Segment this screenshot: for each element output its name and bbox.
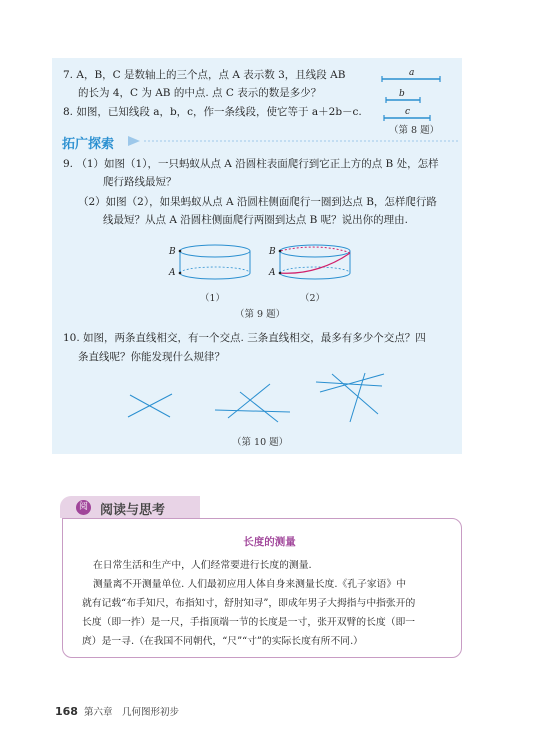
q8-label-c: c [405, 107, 411, 117]
cylinder-figure-1 [178, 243, 254, 283]
reading-title: 阅读与思考 [100, 503, 166, 518]
reading-p1: 在日常生活和生产中，人们经常要进行长度的测量. [93, 560, 312, 571]
q8-segments-figure [380, 64, 450, 120]
q8-caption: （第 8 题） [389, 125, 440, 136]
q9-caption: （第 9 题） [235, 309, 286, 320]
q7-line2: 的长为 4，C 为 AB 的中点. 点 C 表示的数是多少？ [78, 87, 322, 99]
reading-p2d: 庹）是一寻.（在我国不同朝代，“尺”“寸”的实际长度有所不同.） [82, 636, 363, 647]
fig2-label-B: B [269, 247, 276, 257]
q9-line2: 爬行路线最短？ [103, 176, 177, 188]
ant-path-front [280, 253, 350, 273]
q9-line3: （2）如图（2），如果蚂蚁从点 A 沿圆柱侧面爬行一圈到达点 B，怎样爬行路 [78, 196, 437, 208]
q9-line4: 线最短？从点 A 沿圆柱侧面爬行两圈到达点 B 呢？说出你的理由. [103, 214, 408, 226]
q10-caption: （第 10 题） [232, 437, 289, 448]
q9-line1: 9. （1）如图（1），一只蚂蚁从点 A 沿圆柱表面爬行到它正上方的点 B 处，怎样 [63, 158, 439, 170]
q10-line1: 10. 如图，两条直线相交，有一个交点. 三条直线相交，最多有多少个交点？四 [63, 332, 426, 344]
q8-line1: 8. 如图，已知线段 a，b，c，作一条线段，使它等于 a＋2b－c. [63, 106, 362, 118]
q10-line2: 条直线呢？你能发现什么规律？ [78, 351, 225, 363]
fig1-label-B: B [169, 247, 176, 257]
fig2-label-A: A [269, 268, 276, 278]
section-header: 拓广探索 [62, 137, 115, 152]
intersecting-lines-figure [120, 372, 390, 424]
page-footer [55, 704, 179, 718]
q8-label-a: a [409, 68, 415, 78]
section-header-arrow [126, 134, 462, 148]
fig1-label-A: A [169, 268, 176, 278]
reading-p2b: 就有记载“布手知尺，布指知寸，舒肘知寻”，即成年男子大拇指与中指张开的 [82, 598, 416, 609]
cylinder-figure-2 [278, 243, 354, 283]
fig9-sub1: （1） [200, 293, 226, 304]
reading-heading: 长度的测量 [243, 536, 296, 548]
chapter-title: 第六章 几何图形初步 [83, 707, 179, 718]
fig9-sub2: （2） [300, 293, 326, 304]
reading-p2c: 长度（即一拃）是一尺，手指顶端一节的长度是一寸，张开双臂的长度（即一 [82, 617, 416, 628]
reading-badge-icon: 阅 [76, 500, 91, 515]
q8-label-b: b [399, 89, 405, 99]
ant-path-back [280, 247, 350, 253]
page-number: 168 [55, 705, 78, 718]
reading-p2a: 测量离不开测量单位. 人们最初应用人体自身来测量长度.《孔子家语》中 [93, 579, 407, 590]
q7-line1: 7. A，B，C 是数轴上的三个点，点 A 表示数 3，且线段 AB [63, 69, 346, 81]
